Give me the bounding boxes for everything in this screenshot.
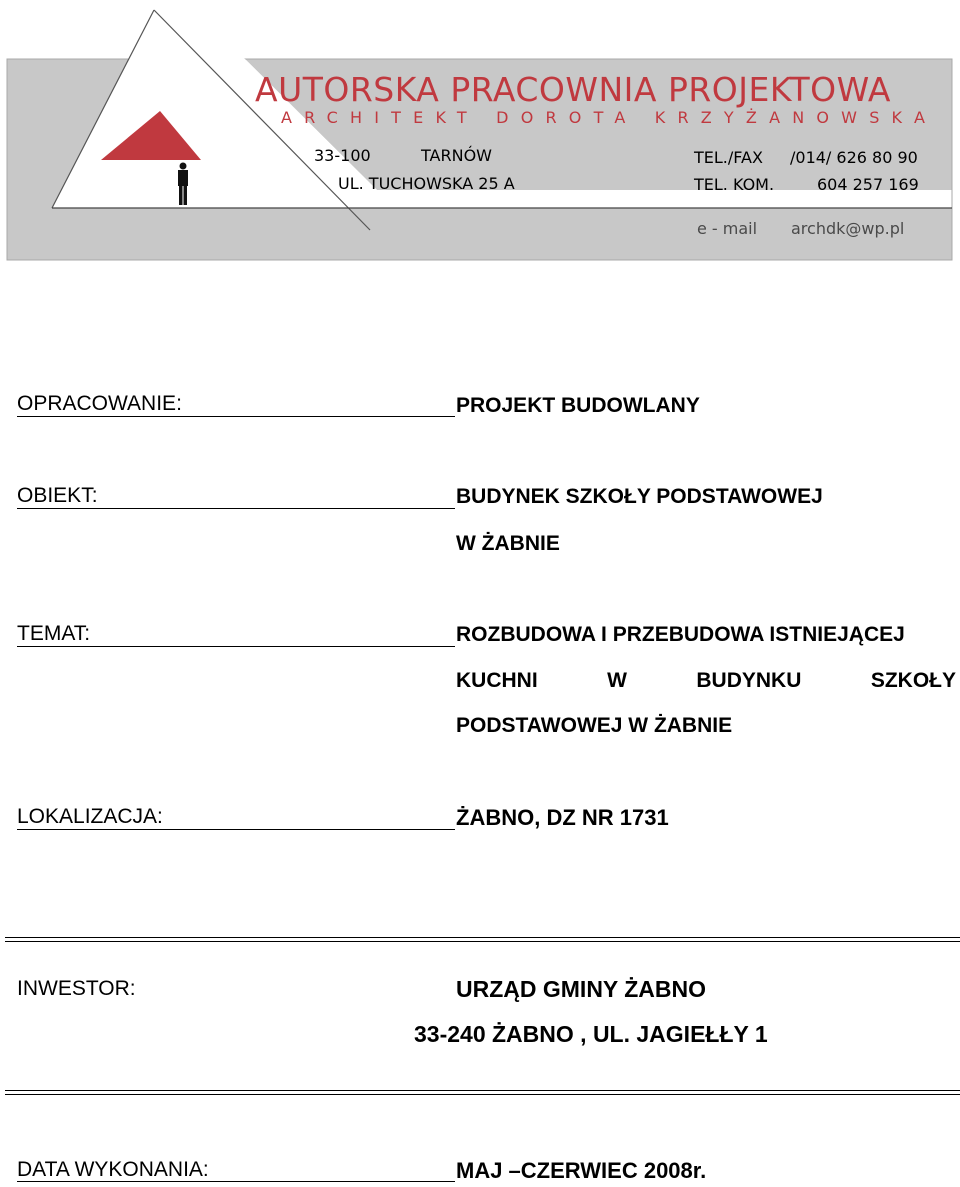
lokalizacja-value: ŻABNO, DZ NR 1731	[456, 805, 669, 830]
architect-name: ARCHITEKT DOROTA KRZYŻANOWSKA	[281, 108, 938, 127]
temat-word: SZKOŁY	[870, 669, 956, 692]
opracowanie-underline	[17, 416, 455, 417]
inwestor-label: INWESTOR:	[17, 977, 136, 1000]
street-address: UL. TUCHOWSKA 25 A	[338, 174, 515, 193]
temat-value-line2	[456, 669, 956, 693]
temat-word: BUDYNKU	[696, 669, 802, 692]
email-address[interactable]: archdk@wp.pl	[791, 219, 905, 238]
data-wykonania-label: DATA WYKONANIA:	[17, 1158, 209, 1181]
obiekt-value-line1: BUDYNEK SZKOŁY PODSTAWOWEJ	[456, 485, 823, 508]
temat-word: KUCHNI	[456, 669, 538, 692]
mobile-number: 604 257 169	[817, 175, 919, 194]
letterhead	[0, 0, 960, 265]
temat-value-line1: ROZBUDOWA I PRZEBUDOWA ISTNIEJĄCEJ	[456, 623, 905, 646]
inwestor-address: 33-240 ŻABNO , UL. JAGIEŁŁY 1	[414, 1021, 768, 1047]
temat-underline	[17, 646, 455, 647]
data-wykonania-underline	[17, 1181, 455, 1182]
city: TARNÓW	[421, 146, 492, 165]
obiekt-label: OBIEKT:	[17, 484, 98, 507]
section-divider	[5, 1090, 960, 1095]
mobile-label: TEL. KOM.	[694, 175, 775, 194]
lokalizacja-label: LOKALIZACJA:	[17, 805, 163, 828]
studio-name: AUTORSKA PRACOWNIA PROJEKTOWA	[255, 70, 891, 109]
obiekt-value-line2: W ŻABNIE	[456, 532, 560, 555]
opracowanie-value: PROJEKT BUDOWLANY	[456, 394, 700, 417]
temat-word: W	[607, 669, 627, 692]
postcode: 33-100	[314, 146, 371, 165]
phone-label: TEL./FAX	[694, 148, 763, 167]
temat-value-line3: PODSTAWOWEJ W ŻABNIE	[456, 714, 733, 737]
opracowanie-label: OPRACOWANIE:	[17, 392, 182, 415]
inwestor-value: URZĄD GMINY ŻABNO	[456, 976, 707, 1002]
data-wykonania-value: MAJ –CZERWIEC 2008r.	[456, 1158, 707, 1183]
lokalizacja-underline	[17, 829, 455, 830]
temat-label: TEMAT:	[17, 622, 91, 645]
section-divider	[5, 937, 960, 942]
obiekt-underline	[17, 508, 455, 509]
email-label: e - mail	[697, 219, 758, 238]
phone-number: /014/ 626 80 90	[790, 148, 918, 167]
